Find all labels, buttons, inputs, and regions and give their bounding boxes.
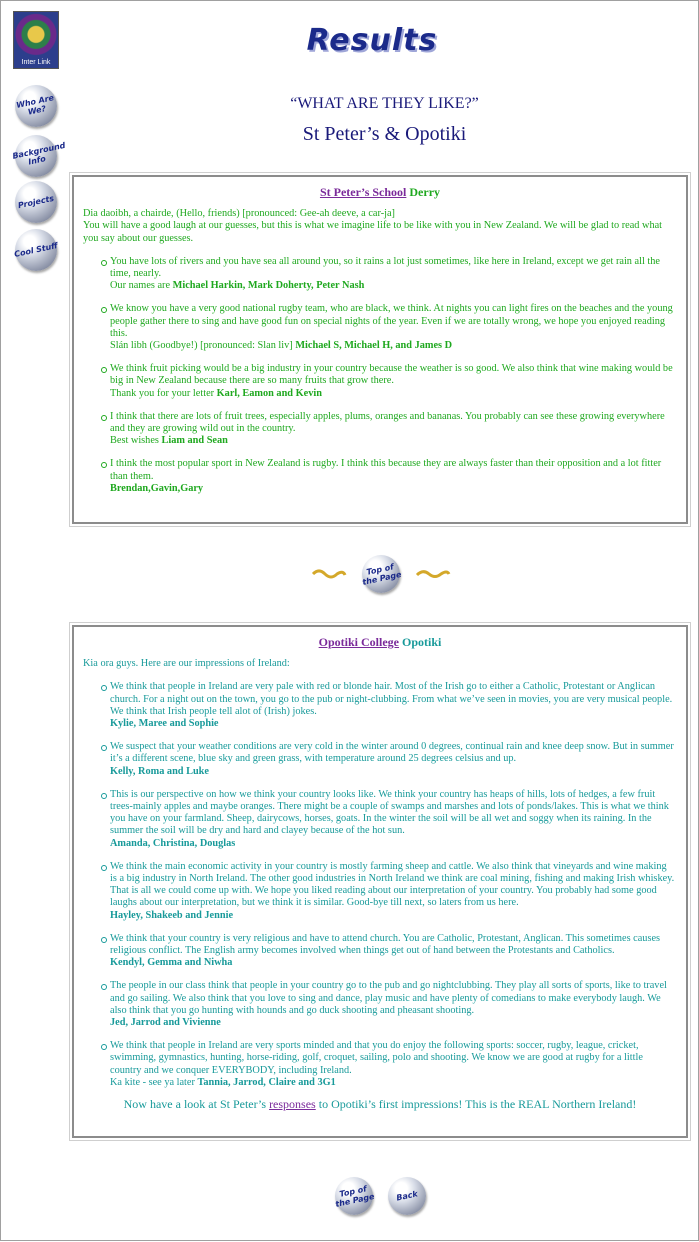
opotiki-list [74, 681, 686, 1089]
list-item: This is our perspective on how we think your country looks like. We think your country has heaps of hills, lots of hedges, a few fruit trees-mainly apples and maybe oranges. There might be a couple of swamps and marshes and lots of ponds/lakes. This is what we think you have on your farmland. Sheep, dairycows, horses, goats. In the winter the soil will be all wet and soggy when its raining. In the summer the soil will be dry and hard and clayey because of the hot sun. Amanda, Christina, Douglas [110, 789, 676, 850]
bottom-top-of-page-button[interactable]: Top of the Page [335, 1177, 373, 1215]
stpeters-heading [74, 186, 686, 198]
opotiki-heading [74, 636, 686, 648]
list-item: We think fruit picking would be a big industry in your country because the weather is so good. We also think that wine making would be big in New Zealand because there are so many fruits that grow there. Thank you for your letter Karl, Eamon and Kevin [110, 363, 676, 400]
left-swirl-icon [311, 567, 347, 581]
opotiki-school-link[interactable]: Opotiki College [318, 635, 399, 649]
opotiki-place: Opotiki [401, 635, 442, 649]
list-item: The people in our class think that people in your country go to the pub and go nightclubbing. They play all sorts of sports, like to travel and go sailing. We also think that you love to sing and dance, play music and have plenty of comedians to make everybody laugh. We also think that you go hunting with hounds and go duck shooting and pheasant shooting. Jed, Jarrod and Vivienne [110, 980, 676, 1029]
results-title: Results [306, 23, 438, 58]
opotiki-closing: Now have a look at St Peter’s responses to Opotiki’s first impressions! This is the REAL Northern Ireland! [123, 1097, 637, 1112]
list-item: We think that people in Ireland are very sports minded and that you do enjoy the following sports: soccer, rugby, league, cricket, swimming, gymnastics, hunting, horse-riding, golf, croquet, sailing, polo and shooting. We know we are good at rugby for a little country and we conquer EVERYBODY, including Ireland. Ka kite - see ya later Tannia, Jarrod, Claire and 3G1 [110, 1040, 676, 1089]
opotiki-section [72, 625, 688, 1138]
nav-cool-stuff-button[interactable]: Cool Stuff [15, 229, 57, 271]
stpeters-list [74, 256, 686, 495]
stpeters-greeting: Dia daoibh, a chairde, (Hello, friends) [pronounced: Gee-ah deeve, a car-ja] [83, 208, 395, 220]
list-item: We think the main economic activity in your country is mostly farming sheep and cattle. We also think that vineyards and wine making is a big industry in North Ireland. The other good industries in North Ireland we think are coal mining, fishing and making Irish whiskey. That is all we could come up with. We hope you liked reading about our interpretation of your country. You probably had some good laughs about our interpretation, but we think it is similar. Good-bye till next, so laters from us here. Hayley, Shakeeb and Jennie [110, 860, 675, 921]
list-item: We think that people in Ireland are very pale with red or blonde hair. Most of the Irish go to either a Catholic, Protestant or Anglican church. For a night out on the town, you go to the pub or night-clubbing. From what we’ve seen in movies, you are very musical people. We think that Irish people tell alot of (Irish) jokes. Kylie, Maree and Sophie [110, 681, 676, 730]
nav-who-are-we-button[interactable]: Who Are We? [15, 85, 57, 127]
stpeters-intro [83, 208, 676, 245]
logo-text: Inter Link [21, 59, 51, 66]
list-item: I think the most popular sport in New Zealand is rugby. I think this because they are always faster than their opposition and a lot fitter than them. Brendan,Gavin,Gary [110, 458, 676, 495]
list-item: You have lots of rivers and you have sea all around you, so it rains a lot just sometimes, like here in Ireland, except we get rain all the time, nearly. Our names are Michael Harkin, Mark Doherty, Peter Nash [110, 256, 676, 293]
back-button[interactable]: Back [388, 1177, 426, 1215]
opotiki-intro: Kia ora guys. Here are our impressions of Ireland: [83, 658, 290, 670]
list-item: We know you have a very good national rugby team, who are black, we think. At nights you can light fires on the beaches and the young people gather there to sing and have good fun on special nights of the year. Even if we are totally wrong, we hope you enjoyed reading this. Slán libh (Goodbye!) [pronounced: Slan liv] Michael S, Michael H, and James D [110, 303, 676, 352]
page-question: “WHAT ARE THEY LIKE?” [290, 95, 479, 112]
nav-background-info-button[interactable]: Background Info [15, 135, 57, 177]
list-item: We think that your country is very religious and have to attend church. You are Catholic, Protestant, Anglican. This sometimes causes religious conflict. The English army becomes involved when things get out of hand between the Protestants and Catholics. Kendyl, Gemma and Niwha [110, 933, 676, 970]
interlink-logo[interactable] [13, 11, 59, 69]
top-of-page-button[interactable]: Top of the Page [362, 555, 400, 593]
page-schools-title: St Peter’s & Opotiki [302, 123, 467, 145]
stpeters-school-link[interactable]: St Peter’s School [319, 185, 407, 199]
responses-link[interactable]: responses [269, 1097, 316, 1112]
nav-projects-button[interactable]: Projects [15, 181, 57, 223]
stpeters-section [72, 175, 688, 524]
stpeters-intro-text: You will have a good laugh at our guesses, but this is what we imagine life to be like with you in New Zealand. We will be glad to read what you say about our guesses. [83, 220, 663, 244]
list-item: I think that there are lots of fruit trees, especially apples, plums, oranges and bananas. You probably can see these growing everywhere and they are growing wild out in the country. Best wishes Liam and Sean [110, 411, 676, 448]
list-item: We suspect that your weather conditions are very cold in the winter around 0 degrees, continual rain and knee deep snow. But in summer it’s a different scene, blue sky and green grass, with temperature around 25 degrees celsius and up. Kelly, Roma and Luke [110, 741, 676, 778]
right-swirl-icon [415, 567, 451, 581]
stpeters-place: Derry [409, 185, 441, 199]
